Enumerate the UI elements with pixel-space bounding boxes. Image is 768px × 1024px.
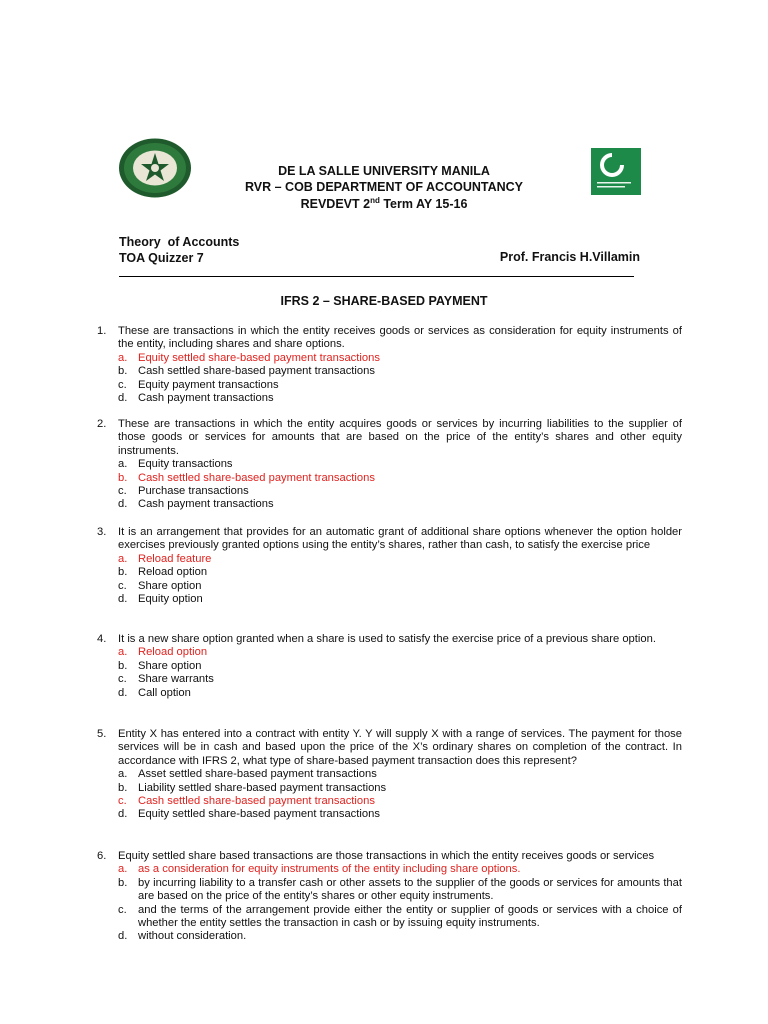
choice-b: b. Cash settled share-based payment transactions <box>118 365 375 378</box>
choice-c: c. Share warrants <box>118 673 214 686</box>
professor-name: Prof. Francis H.Villamin <box>499 250 640 264</box>
header-divider <box>119 276 634 277</box>
department-name: RVR – COB DEPARTMENT OF ACCOUNTANCY <box>244 180 523 194</box>
choice-c: c. Cash settled share-based payment transactions <box>118 795 375 808</box>
quiz-name: TOA Quizzer 7 <box>119 251 204 265</box>
choice-d: d. Cash payment transactions <box>118 392 274 405</box>
choice-b: b. by incurring liability to a transfer cash or other assets to the supplier of the goods or services for amounts that are based on the price of the entity’s shares or other equity instruments. <box>118 876 682 903</box>
choice-c: c. Equity payment transactions <box>118 378 279 391</box>
course-info <box>119 234 239 266</box>
question-number: 1. <box>97 325 107 337</box>
choice-b: b. Cash settled share-based payment transactions <box>118 471 375 484</box>
question-6 <box>97 850 682 944</box>
choice-d: d. Cash payment transactions <box>118 498 274 511</box>
question-stem: It is an arrangement that provides for an automatic grant of additional share options whenever the option holder exercises previously granted options using the entity’s shares, rather than cash, to satisfy the exercise price <box>118 526 682 552</box>
choice-d: d. Call option <box>118 686 191 699</box>
question-number: 5. <box>97 728 107 740</box>
choice-d: d. Equity settled share-based payment transactions <box>118 808 380 821</box>
choice-b: b. Liability settled share-based payment transactions <box>118 781 387 794</box>
choice-c: c. Share option <box>118 579 202 592</box>
question-stem: These are transactions in which the entity acquires goods or services by incurring liabilities to the supplier of those goods or services for amounts that are based on the price of the entity’s shares and other equity instruments. <box>118 418 682 457</box>
question-4 <box>97 633 682 700</box>
question-3 <box>97 526 682 606</box>
choice-a: a. as a consideration for equity instruments of the entity including share options. <box>118 863 521 876</box>
question-number: 6. <box>97 850 107 862</box>
choice-a: a. Equity transactions <box>118 458 233 471</box>
course-name: Theory of Accounts <box>119 235 240 249</box>
question-5 <box>97 728 682 822</box>
choice-b: b. Reload option <box>118 566 208 579</box>
question-1 <box>97 325 682 405</box>
question-stem: These are transactions in which the entity receives goods or services as consideration for equity instruments of the entity, including shares and share options. <box>118 325 682 351</box>
choice-d: d. without consideration. <box>118 930 247 943</box>
choice-b: b. Share option <box>118 659 202 672</box>
term-line: REVDEVT 2nd Term AY 15-16 <box>300 196 468 212</box>
document-title: IFRS 2 – SHARE-BASED PAYMENT <box>280 294 488 308</box>
choice-a: a. Asset settled share-based payment transactions <box>118 768 377 781</box>
question-number: 3. <box>97 526 107 538</box>
question-number: 4. <box>97 633 107 645</box>
choice-c: c. and the terms of the arrangement provide either the entity or supplier of goods or services with a choice of whether the entity settles the transaction in cash or by issuing equity instruments. <box>118 903 682 930</box>
question-stem: It is a new share option granted when a share is used to satisfy the exercise price of a previous share option. <box>118 633 656 645</box>
choice-a: a. Equity settled share-based payment transactions <box>118 351 380 364</box>
university-name: DE LA SALLE UNIVERSITY MANILA <box>278 164 490 178</box>
question-stem: Equity settled share based transactions are those transactions in which the entity receives goods or services <box>118 850 655 862</box>
question-number: 2. <box>97 418 107 430</box>
choice-a: a. Reload option <box>118 646 208 659</box>
choice-c: c. Purchase transactions <box>118 485 249 498</box>
question-2 <box>97 418 682 512</box>
question-stem: Entity X has entered into a contract with entity Y. Y will supply X with a range of services. The payment for those services will be in cash and based upon the price of the X’s ordinary shares on completion of the contract. In accordance with IFRS 2, what type of share-based payment transaction does this represent? <box>118 728 682 767</box>
choice-d: d. Equity option <box>118 593 203 606</box>
choice-a: a. Reload feature <box>118 552 212 565</box>
